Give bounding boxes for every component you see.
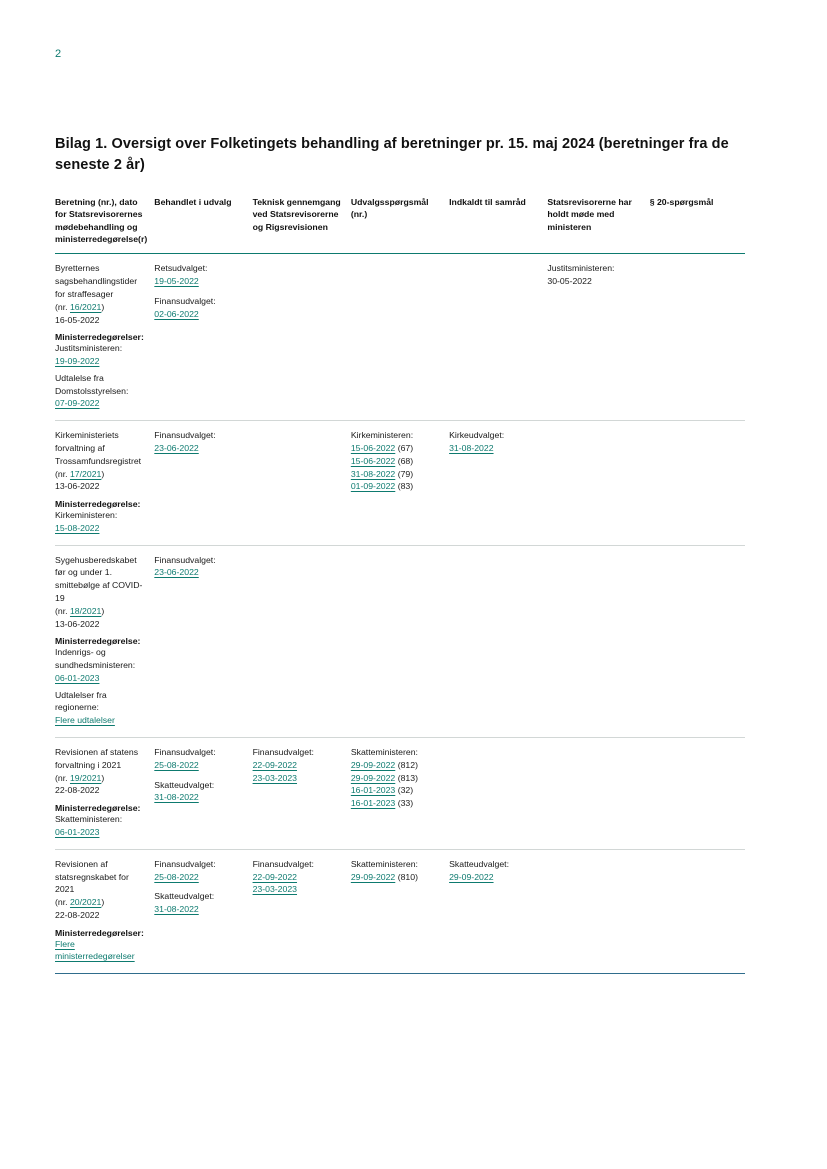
sporgsmal-line — [351, 442, 441, 455]
beretning-number-link[interactable]: 20/2021 — [69, 897, 102, 908]
ministerredegorelse-label: Ministerredegørelser: — [55, 927, 144, 938]
beretning-number-line — [55, 605, 146, 618]
sporgsmal-date-link[interactable]: 16-01-2023 — [350, 798, 396, 809]
cell-beretning — [55, 849, 154, 973]
beretning-title: Sygehusberedskabet før og under 1. smittebølge af COVID-19 — [55, 554, 143, 603]
beretning-number-suffix: ) — [101, 897, 105, 908]
beretning-number-prefix: (nr. — [55, 468, 70, 479]
cell-udvalgssporgsmal — [351, 849, 449, 973]
statsrevisorer-date: 22-08-2022 — [55, 785, 100, 796]
minister-redegorelse-link[interactable]: 07-09-2022 — [55, 398, 100, 409]
beretning-number-prefix: (nr. — [55, 301, 70, 312]
sporgsmal-line — [351, 455, 441, 468]
table-row — [55, 738, 745, 850]
table-row — [55, 545, 745, 737]
statsrevisorer-date: 22-08-2022 — [55, 909, 100, 920]
beretning-title: Revisionen af statens forvaltning i 2021 — [55, 747, 139, 770]
sporgsmal-line — [351, 772, 441, 785]
teknisk-udvalg-name: Finansudvalget: — [252, 858, 314, 869]
beretning-number-prefix: (nr. — [55, 605, 70, 616]
sporgsmal-number: (67) — [395, 442, 414, 453]
minister-redegorelse-link[interactable]: 19-09-2022 — [55, 356, 100, 367]
beretning-number-line — [55, 772, 146, 785]
sporgsmal-date-link[interactable]: 15-06-2022 — [350, 442, 396, 453]
sporgsmal-number: (79) — [395, 468, 414, 479]
cell-behandlet-i-udvalg — [154, 421, 252, 545]
beretning-number-link[interactable]: 16/2021 — [69, 301, 102, 312]
minister-name: Justitsministeren: — [55, 343, 123, 354]
beretning-number-suffix: ) — [101, 468, 105, 479]
ministerredegorelse-label: Ministerredegørelse: — [55, 803, 141, 814]
udvalg-date-link[interactable]: 31-08-2022 — [154, 904, 199, 915]
sporgsmal-minister-name: Skatteministeren: — [350, 858, 418, 869]
cell-teknisk-gennemgang — [253, 738, 351, 850]
minister-name: Udtalelser fra regionerne: — [55, 689, 107, 713]
beretning-number-suffix: ) — [101, 772, 105, 783]
udvalg-date-link[interactable]: 31-08-2022 — [154, 792, 199, 803]
minister-redegorelse-link[interactable]: Flere ministerredegørelser — [55, 938, 135, 962]
cell-mode-med-ministeren — [547, 254, 649, 421]
teknisk-date-link[interactable]: 23-03-2023 — [252, 884, 298, 895]
cell-beretning — [55, 738, 154, 850]
cell-mode-med-ministeren — [547, 849, 649, 973]
udvalg-date-link[interactable]: 25-08-2022 — [154, 871, 199, 882]
cell-udvalgssporgsmal — [351, 254, 449, 421]
beretning-number-suffix: ) — [101, 605, 105, 616]
cell-paragraf-20-sporgsmal — [650, 254, 745, 421]
sporgsmal-date-link[interactable]: 31-08-2022 — [350, 468, 396, 479]
cell-teknisk-gennemgang — [253, 545, 351, 737]
beretning-title: Revisionen af statsregnskabet for 2021 — [55, 858, 129, 895]
minister-redegorelse-link[interactable]: 15-08-2022 — [55, 522, 100, 533]
cell-paragraf-20-sporgsmal — [650, 421, 745, 545]
beretning-number-line — [55, 896, 146, 909]
table-body — [55, 254, 745, 974]
teknisk-date-link[interactable]: 23-03-2023 — [252, 772, 298, 783]
cell-mode-med-ministeren — [547, 545, 649, 737]
cell-behandlet-i-udvalg — [154, 738, 252, 850]
teknisk-date-link[interactable]: 22-09-2022 — [252, 871, 298, 882]
cell-teknisk-gennemgang — [253, 421, 351, 545]
sporgsmal-date-link[interactable]: 29-09-2022 — [350, 772, 396, 783]
udvalg-name: Finansudvalget: — [154, 747, 216, 758]
cell-beretning — [55, 545, 154, 737]
page-title: Bilag 1. Oversigt over Folketingets behandling af beretninger pr. 15. maj 2024 (beretninger fra de seneste 2 år) — [55, 136, 729, 173]
udvalg-name: Finansudvalget: — [154, 554, 216, 565]
cell-indkaldt-til-samrad — [449, 545, 547, 737]
ministerredegorelse-label: Ministerredegørelse: — [55, 499, 141, 510]
udvalg-date-link[interactable]: 23-06-2022 — [154, 567, 199, 578]
udvalg-name: Finansudvalget: — [154, 430, 216, 441]
sporgsmal-number: (32) — [395, 785, 414, 796]
minister-name: Udtalelse fra Domstolsstyrelsen: — [55, 372, 129, 396]
sporgsmal-date-link[interactable]: 15-06-2022 — [350, 455, 396, 466]
cell-beretning — [55, 254, 154, 421]
cell-teknisk-gennemgang — [253, 254, 351, 421]
sporgsmal-date-link[interactable]: 16-01-2023 — [350, 785, 396, 796]
minister-name: Skatteministeren: — [55, 814, 123, 825]
cell-indkaldt-til-samrad — [449, 421, 547, 545]
sporgsmal-date-link[interactable]: 01-09-2022 — [350, 481, 396, 492]
beretning-title: Kirkeministeriets forvaltning af Trossamfundsregistret — [55, 430, 142, 466]
page-number: 2 — [55, 48, 62, 60]
teknisk-date-link[interactable]: 22-09-2022 — [252, 759, 298, 770]
cell-behandlet-i-udvalg — [154, 849, 252, 973]
sporgsmal-minister-name: Kirkeministeren: — [350, 430, 414, 441]
teknisk-udvalg-name: Finansudvalget: — [252, 747, 314, 758]
udvalg-date-link[interactable]: 02-06-2022 — [154, 308, 199, 319]
mode-minister-name-date: 30-05-2022 — [547, 276, 592, 287]
sporgsmal-line — [351, 871, 441, 884]
beretning-number-line — [55, 301, 146, 314]
sporgsmal-number: (812) — [395, 759, 418, 770]
udvalg-date-link[interactable]: 19-05-2022 — [154, 276, 199, 287]
column-header-udvalgssporgsmal: Udvalgsspørgsmål (nr.) — [351, 196, 449, 254]
samrad-udvalg-name: Kirkeudvalget: — [449, 430, 505, 441]
cell-mode-med-ministeren — [547, 738, 649, 850]
ministerredegorelse-label: Ministerredegørelser: — [55, 332, 144, 343]
sporgsmal-number: (810) — [395, 871, 418, 882]
cell-paragraf-20-sporgsmal — [650, 738, 745, 850]
sporgsmal-number: (33) — [395, 798, 414, 809]
minister-redegorelse-link[interactable]: 06-01-2023 — [55, 826, 100, 837]
samrad-date-link[interactable]: 29-09-2022 — [449, 871, 494, 882]
statsrevisorer-date: 13-06-2022 — [55, 481, 100, 492]
minister-redegorelse-link[interactable]: Flere udtalelser — [55, 715, 115, 726]
table-row — [55, 254, 745, 421]
sporgsmal-date-link[interactable]: 29-09-2022 — [350, 759, 396, 770]
cell-beretning — [55, 421, 154, 545]
column-header-behandlet-i-udvalg: Behandlet i udvalg — [154, 196, 252, 254]
cell-indkaldt-til-samrad — [449, 254, 547, 421]
udvalg-name: Finansudvalget: — [154, 295, 216, 306]
beretning-number-prefix: (nr. — [55, 897, 70, 908]
cell-behandlet-i-udvalg — [154, 545, 252, 737]
statsrevisorer-date: 13-06-2022 — [55, 618, 100, 629]
sporgsmal-number: (83) — [395, 481, 414, 492]
sporgsmal-number: (68) — [395, 455, 414, 466]
beretning-title: Byretternes sagsbehandlingstider for straffesager — [55, 263, 138, 299]
beretning-number-link[interactable]: 19/2021 — [69, 772, 102, 783]
column-header-mode-med-ministeren: Statsrevisorerne har holdt møde med ministeren — [547, 196, 649, 254]
sporgsmal-line — [351, 784, 441, 797]
cell-paragraf-20-sporgsmal — [650, 545, 745, 737]
sporgsmal-line — [351, 468, 441, 481]
table-header-row — [55, 196, 745, 254]
sporgsmal-minister-name: Skatteministeren: — [350, 747, 418, 758]
minister-name: Indenrigs- og sundhedsministeren: — [55, 647, 136, 671]
column-header-teknisk-gennemgang: Teknisk gennemgang ved Statsrevisorerne og Rigsrevisionen — [253, 196, 351, 254]
beretning-number-link[interactable]: 18/2021 — [69, 605, 102, 616]
samrad-udvalg-name: Skatteudvalget: — [449, 858, 509, 869]
cell-udvalgssporgsmal — [351, 738, 449, 850]
column-header-indkaldt-til-samrad: Indkaldt til samråd — [449, 196, 547, 254]
beretning-number-prefix: (nr. — [55, 772, 70, 783]
udvalg-name: Skatteudvalget: — [154, 779, 215, 790]
cell-udvalgssporgsmal — [351, 545, 449, 737]
udvalg-date-link[interactable]: 25-08-2022 — [154, 759, 199, 770]
cell-indkaldt-til-samrad — [449, 738, 547, 850]
column-header-beretning: Beretning (nr.), dato for Statsrevisorernes mødebehandling og ministerredegørelse(r) — [55, 196, 154, 254]
udvalg-name: Skatteudvalget: — [154, 891, 215, 902]
cell-paragraf-20-sporgsmal — [650, 849, 745, 973]
table-row — [55, 421, 745, 545]
beretning-number-link[interactable]: 17/2021 — [69, 468, 102, 479]
udvalg-name: Retsudvalget: — [154, 263, 208, 274]
table-row — [55, 849, 745, 973]
statsrevisorer-date: 16-05-2022 — [55, 314, 100, 325]
beretning-number-suffix: ) — [101, 301, 105, 312]
minister-redegorelse-link[interactable]: 06-01-2023 — [55, 672, 100, 683]
sporgsmal-line — [351, 797, 441, 810]
column-header-paragraf-20-sporgsmal: § 20-spørgsmål — [650, 196, 745, 254]
sporgsmal-line — [351, 480, 441, 493]
ministerredegorelse-label: Ministerredegørelse: — [55, 636, 141, 647]
sporgsmal-line — [351, 759, 441, 772]
cell-indkaldt-til-samrad — [449, 849, 547, 973]
mode-minister-name: Justitsministeren: — [547, 263, 615, 274]
minister-name: Kirkeministeren: — [55, 510, 118, 521]
sporgsmal-date-link[interactable]: 29-09-2022 — [350, 871, 396, 882]
cell-teknisk-gennemgang — [253, 849, 351, 973]
cell-udvalgssporgsmal — [351, 421, 449, 545]
beretning-number-line — [55, 468, 146, 481]
samrad-date-link[interactable]: 31-08-2022 — [449, 442, 494, 453]
folketinget-behandling-table — [55, 196, 745, 974]
udvalg-date-link[interactable]: 23-06-2022 — [154, 442, 199, 453]
cell-mode-med-ministeren — [547, 421, 649, 545]
udvalg-name: Finansudvalget: — [154, 858, 216, 869]
sporgsmal-number: (813) — [395, 772, 418, 783]
cell-behandlet-i-udvalg — [154, 254, 252, 421]
